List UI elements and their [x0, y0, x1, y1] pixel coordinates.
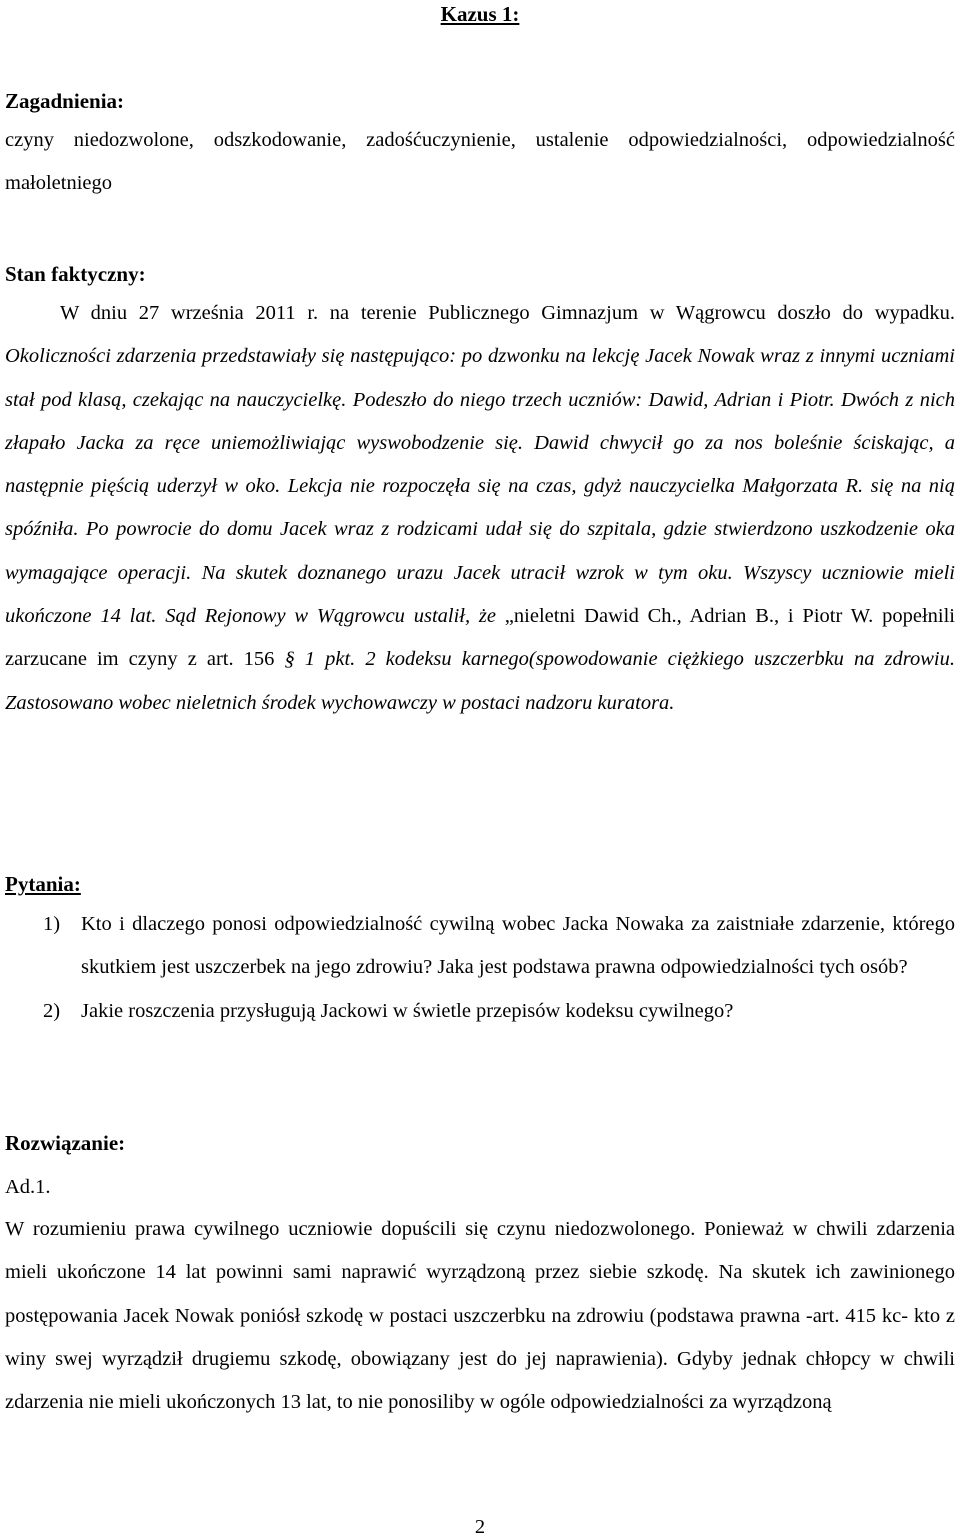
solution-text: W rozumieniu prawa cywilnego uczniowie dopuścili się czynu niedozwolonego. Ponieważ w chwili zdarzenia mieli ukończone 14 lat powinni sami naprawić wyrządzoną przez siebie szkodę. Na skutek ich zawinionego postępowania Jacek Nowak poniósł szkodę w postaci uszczerbku na zdrowiu (podstawa prawna -art. 415 kc- kto z winy swej wyrządził drugiemu szkodę, obowiązany jest do jej naprawienia). Gdyby jednak chłopcy w chwili zdarzenia nie mieli ukończonych 13 lat, to nie ponosiliby w ogóle odpowiedzialności za wyrządzoną — [5, 1218, 955, 1414]
issues-heading: Zagadnienia: — [5, 89, 125, 113]
page-number: 2 — [474, 1516, 486, 1538]
case-title: Kazus 1: — [440, 2, 520, 26]
question-text: Jakie roszczenia przysługują Jackowi w świetle przepisów kodeksu cywilnego? — [81, 999, 734, 1022]
facts-text — [5, 292, 955, 725]
questions-list — [43, 903, 955, 1033]
questions-heading: Pytania: — [5, 872, 81, 896]
solution-heading: Rozwiązanie: — [5, 1131, 126, 1155]
question-item-1 — [43, 903, 955, 990]
question-text: Kto i dlaczego ponosi odpowiedzialność cywilną wobec Jacka Nowaka za zaistniałe zdarzenie, którego skutkiem jest uszczerbek na jego zdrowiu? Jaka jest podstawa prawna odpowiedzialności tych osób? — [81, 913, 955, 979]
issues-text: czyny niedozwolone, odszkodowanie, zadośćuczynienie, ustalenie odpowiedzialności, odpowiedzialność małoletniego — [5, 129, 955, 195]
facts-text-plain-2: „nieletni Dawid Ch., Adrian B., i Piotr W. popełnili zarzucane im czyny z art. 156 — [5, 605, 955, 671]
facts-text-plain: W dniu 27 września 2011 r. na terenie Publicznego Gimnazjum w Wągrowcu doszło do wypadku. — [60, 302, 955, 324]
question-number: 2) — [43, 999, 61, 1022]
question-item-2 — [43, 990, 955, 1033]
facts-text-italic-2: § 1 pkt. 2 kodeksu karnego(spowodowanie ciężkiego uszczerbku na zdrowiu. Zastosowano wobec nieletnich środek wychowawczy w postaci nadzoru kuratora. — [5, 648, 955, 714]
facts-text-italic: Okoliczności zdarzenia przedstawiały się następująco: po dzwonku na lekcję Jacek Nowak wraz z innymi uczniami stał pod klasą, czekając na nauczycielkę. Podeszło do niego trzech uczniów: Dawid, Adrian i Piotr. Dwóch z nich złapało Jacka za ręce uniemożliwiając wyswobodzenie się. Dawid chwycił go za nos boleśnie ściskając, a następnie pięścią uderzył w oko. Lekcja nie rozpoczęła się na czas, gdyż nauczycielka Małgorzata R. się na nią spóźniła. Po powrocie do domu Jacek wraz z rodzicami udał się do szpitala, gdzie stwierdzono uszkodzenie oka wymagające operacji. Na skutek doznanego urazu Jacek utracił wzrok w tym oku. Wszyscy uczniowie mieli ukończone 14 lat. Sąd Rejonowy w Wągrowcu ustalił, że — [5, 345, 955, 628]
solution-ad-label: Ad.1. — [5, 1176, 51, 1198]
facts-heading: Stan faktyczny: — [5, 262, 146, 286]
question-number: 1) — [43, 913, 61, 935]
